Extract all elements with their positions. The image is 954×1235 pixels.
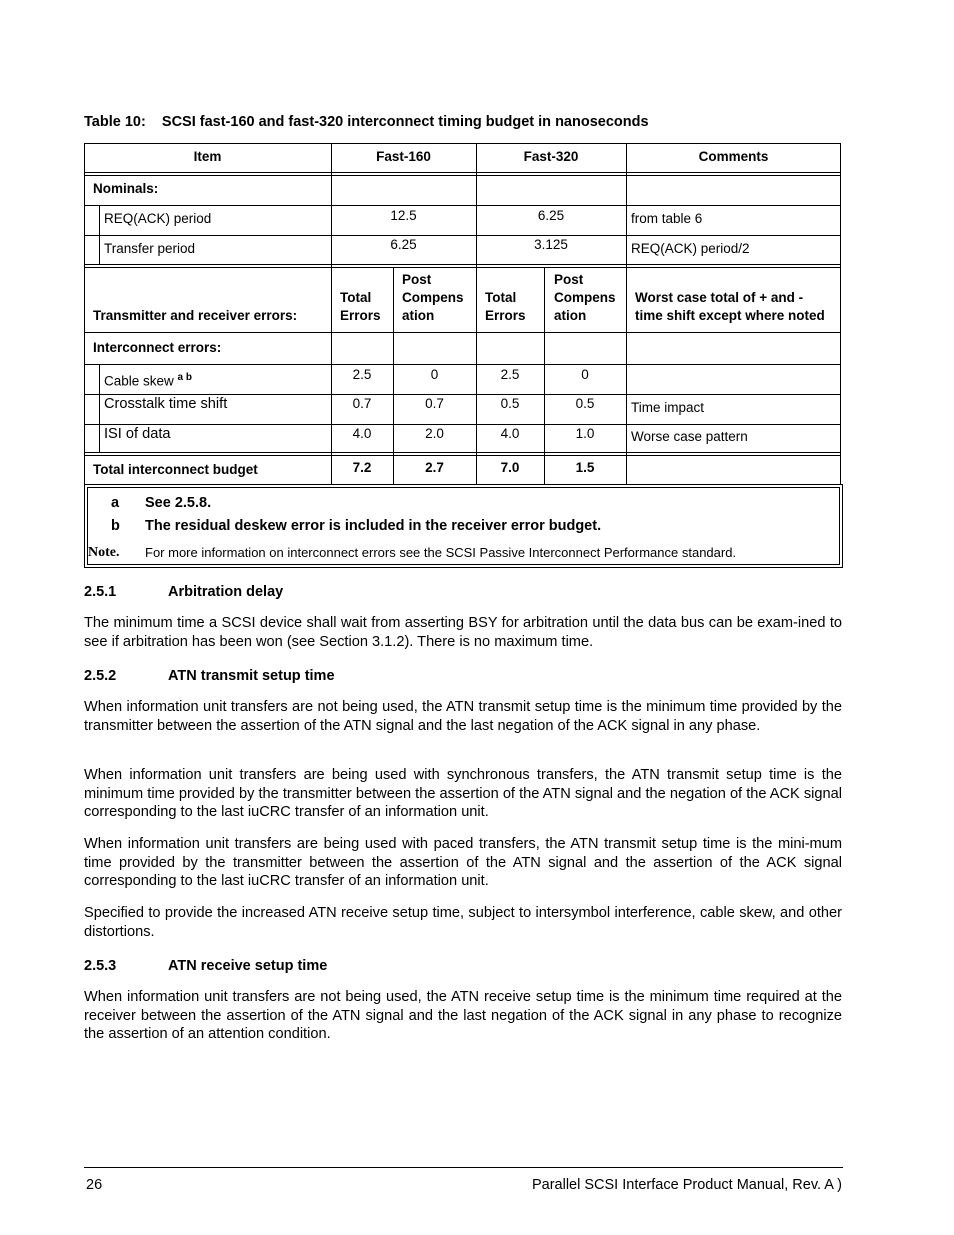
f320-post-header-line1: Post [554,272,584,287]
interconnect-item: ISI of data [104,426,171,442]
f320-total-value: 4.0 [500,426,520,441]
f320-post-value: 1.0 [575,426,595,441]
footnote-text: The residual deskew error is included in the receiver error budget. [145,518,602,534]
header-item: Item [193,149,222,164]
nominal-fast160: 12.5 [390,208,417,223]
f320-total-value: 2.5 [500,367,520,382]
f160-post-header-line3: ation [402,308,435,323]
interconnect-label: Interconnect errors: [93,340,222,355]
footnote-mark: a [111,495,120,511]
footer-rule [84,1167,843,1168]
nominal-fast320: 3.125 [534,237,568,252]
f160-total-header-line2: Errors [340,308,381,323]
comment-header-line1: Worst case total of + and - [635,290,804,305]
nominals-label: Nominals: [93,181,159,196]
total-f320-post: 1.5 [575,460,595,475]
footnote-marks: a b [177,372,192,383]
table-caption: Table 10: SCSI fast-160 and fast-320 interconnect timing budget in nanoseconds [84,114,649,130]
f160-post-value: 2.0 [425,426,444,441]
total-budget-label: Total interconnect budget [93,462,258,477]
interconnect-item [104,369,192,391]
f320-total-header-line2: Errors [485,308,526,323]
note-label: Note. [88,545,120,560]
f320-post-header-line3: ation [554,308,587,323]
table-footnotes-box [84,484,843,568]
nominal-comment: from table 6 [631,211,703,226]
footnote-mark: b [111,518,120,534]
comment-header-line2: time shift except where noted [635,308,825,323]
paragraph: The minimum time a SCSI device shall wait from asserting BSY for arbitration until the data bus can be exam-ined to see if arbitration has been won (see Section 3.1.2). There is no maximum time. [84,615,842,650]
f320-post-value: 0.5 [575,396,595,411]
f160-total-value: 4.0 [352,426,372,441]
errors-header-label: Transmitter and receiver errors: [93,308,298,323]
paragraph: When information unit transfers are being used with synchronous transfers, the ATN transmit setup time is the minimum time provided by the transmitter between the assertion of the ATN signal and the negation of the ACK signal corresponding to the last iuCRC transfer of an information unit. [84,767,842,821]
f320-total-value: 0.5 [500,396,520,411]
f320-post-value: 0 [581,367,589,382]
header-fast160: Fast-160 [376,149,431,164]
nominal-item: Transfer period [104,241,196,256]
interconnect-item: Crosstalk time shift [104,396,228,412]
footnote-text: See 2.5.8. [145,495,212,511]
nominal-comment: REQ(ACK) period/2 [631,241,750,256]
paragraph: When information unit transfers are being used with paced transfers, the ATN transmit setup time is the mini-mum time provided by the transmitter between the assertion of the ATN signal and the assertion of the ACK signal corresponding to the last iuCRC transfer of an information unit. [84,836,842,890]
section-heading-2-5-3 [84,958,484,978]
section-heading-2-5-1 [84,584,484,604]
note-text: For more information on interconnect errors see the SCSI Passive Interconnect Performance standard. [145,545,737,560]
cable-skew-label: Cable skew [104,373,174,389]
f160-total-header-line1: Total [340,290,372,305]
nominal-fast160: 6.25 [390,237,417,252]
section-title: Arbitration delay [168,584,284,600]
f160-post-header-line2: Compens [402,290,464,305]
f160-total-value: 2.5 [352,367,372,382]
nominal-fast320: 6.25 [537,208,565,223]
timing-budget-table [84,143,841,485]
paragraph: When information unit transfers are not being used, the ATN receive setup time is the minimum time required at the receiver between the assertion of the ATN signal and the last negation of the ACK signal in any phase to recognize the assertion of an attention condition. [84,989,842,1043]
section-number: 2.5.1 [84,584,117,600]
f160-post-value: 0 [430,367,439,382]
interconnect-comment: Worse case pattern [631,429,748,444]
f160-post-header-line1: Post [402,272,432,287]
paragraph: Specified to provide the increased ATN receive setup time, subject to intersymbol interference, cable skew, and other distortions. [84,905,842,940]
page-number: 26 [86,1177,103,1193]
f160-total-value: 0.7 [352,396,372,411]
section-title: ATN receive setup time [168,958,328,974]
section-heading-2-5-2 [84,668,484,688]
header-comments: Comments [698,149,769,164]
f320-post-header-line2: Compens [554,290,616,305]
interconnect-comment: Time impact [631,400,705,415]
section-title: ATN transmit setup time [168,668,335,684]
section-number: 2.5.2 [84,668,117,684]
total-f160-post: 2.7 [425,460,444,475]
f320-total-header-line1: Total [485,290,517,305]
header-fast320: Fast-320 [523,149,579,164]
total-f160-total: 7.2 [352,460,372,475]
total-f320-total: 7.0 [500,460,520,475]
f160-post-value: 0.7 [425,396,444,411]
nominal-item: REQ(ACK) period [104,211,212,226]
section-number: 2.5.3 [84,958,117,974]
paragraph: When information unit transfers are not being used, the ATN transmit setup time is the minimum time provided by the transmitter between the assertion of the ATN signal and the last negation of the ACK signal in any phase. [84,699,842,734]
footer-title: Parallel SCSI Interface Product Manual, Rev. A ) [531,1177,842,1193]
